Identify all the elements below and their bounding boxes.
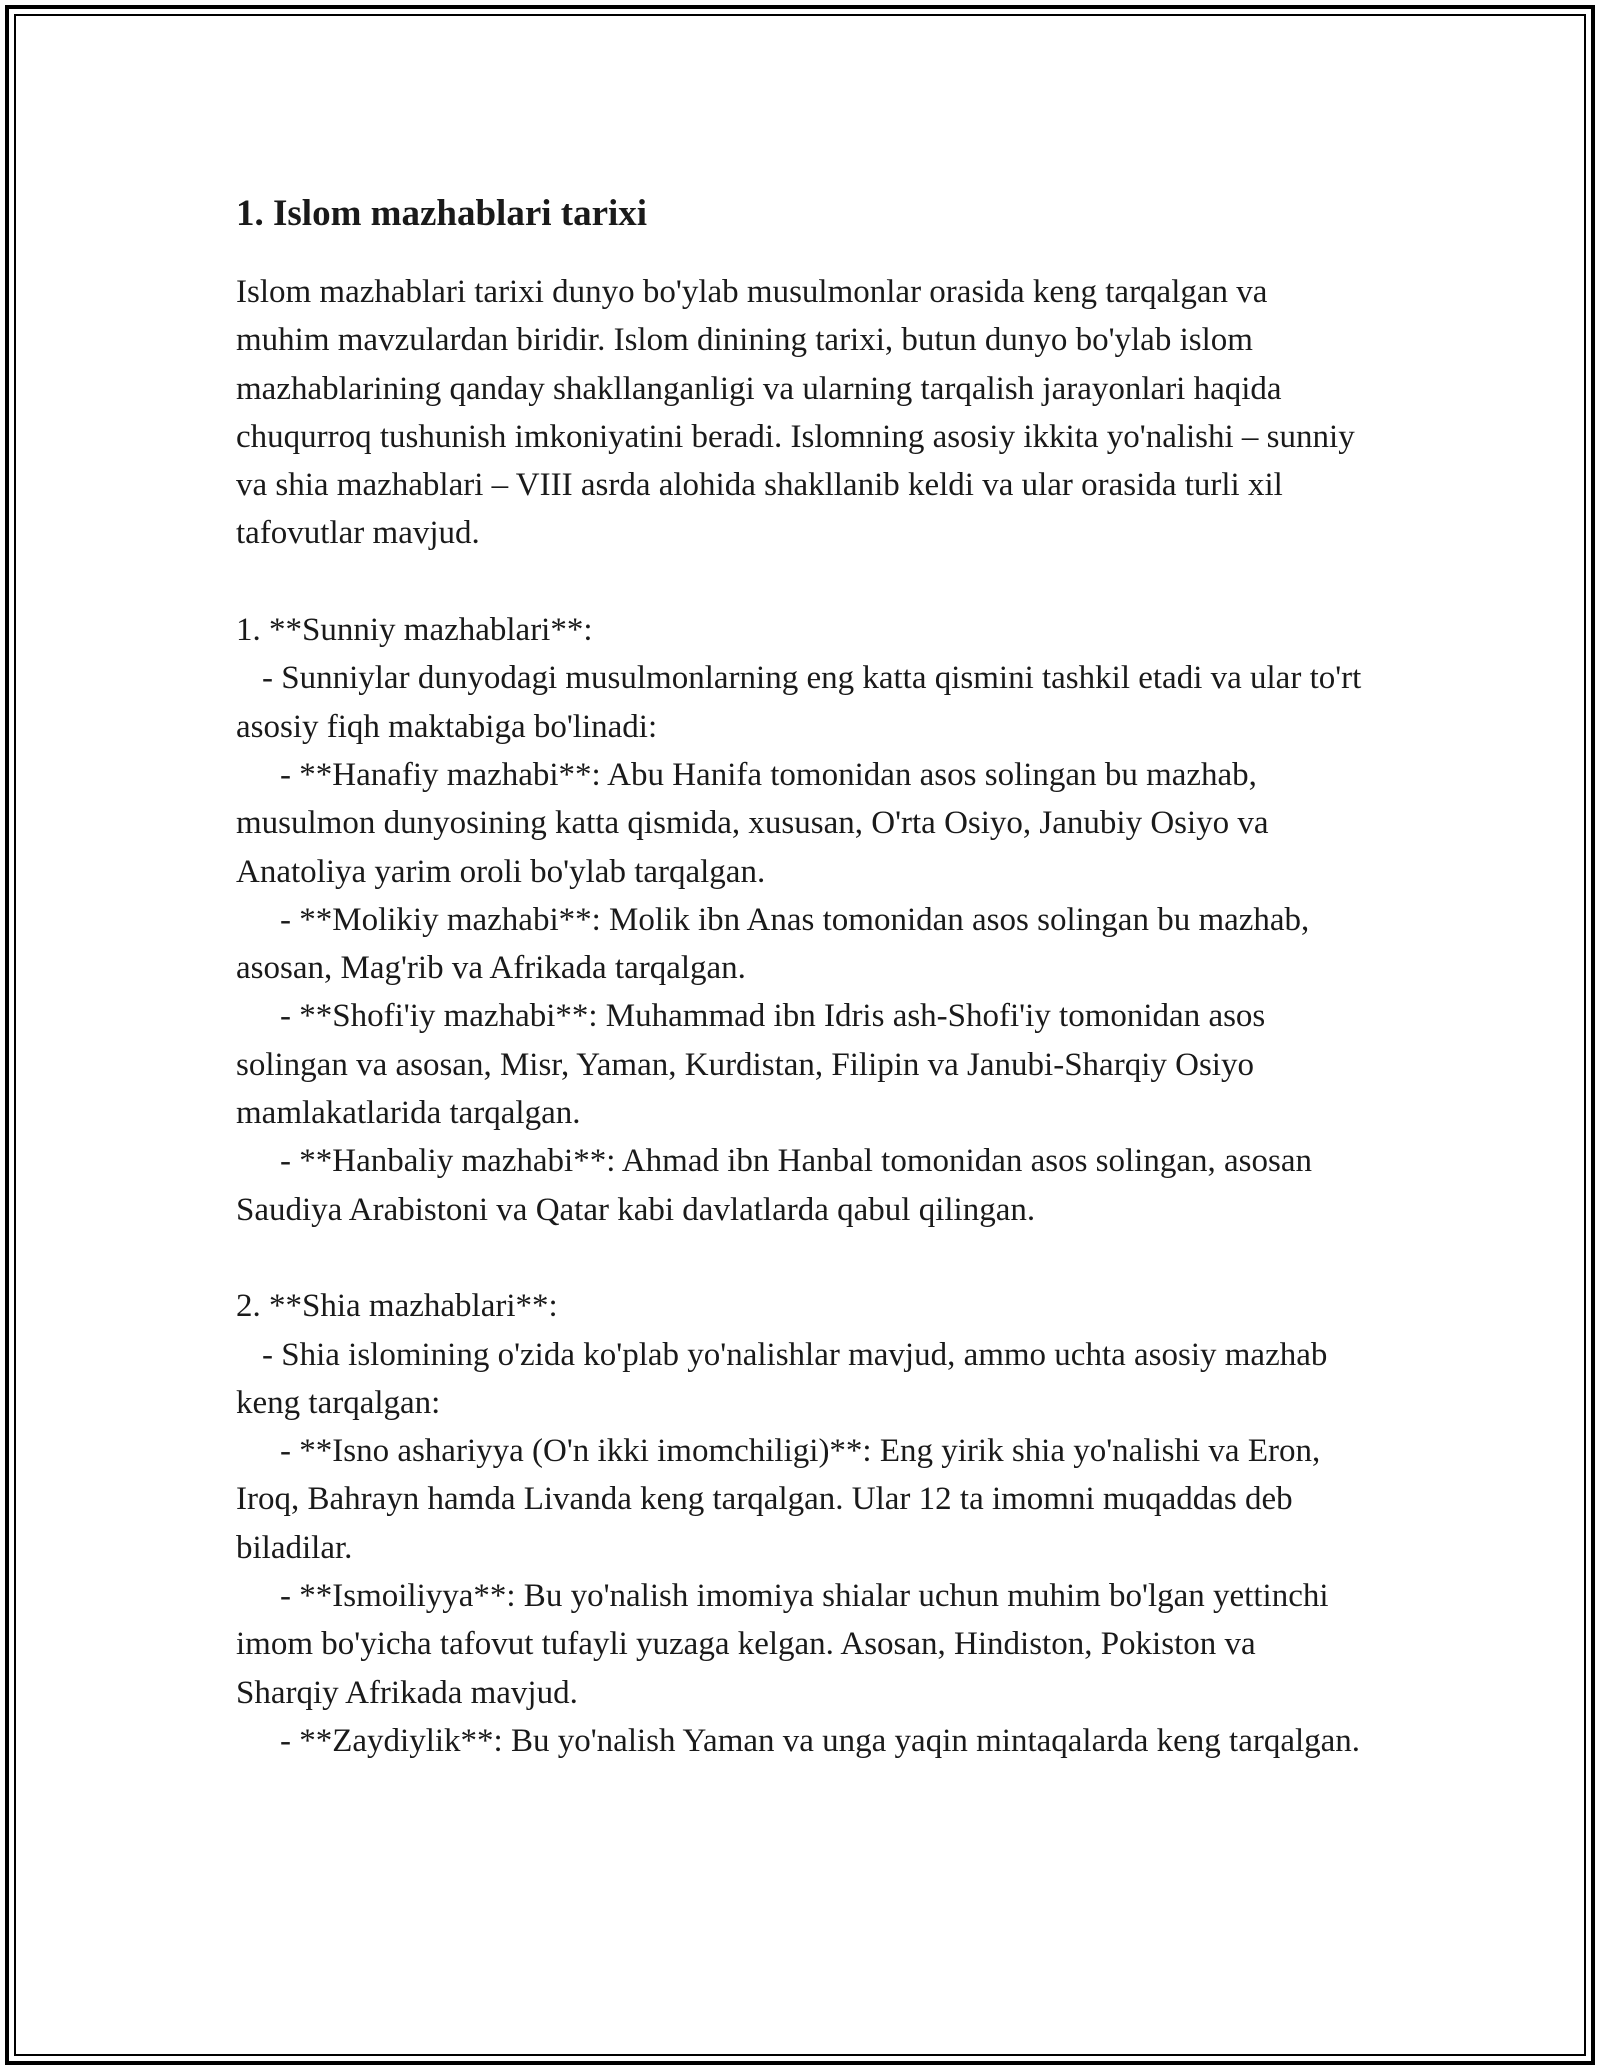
section-heading-sunniy: 1. **Sunniy mazhablari**: [236,612,593,649]
intro-paragraph: Islom mazhablari tarixi dunyo bo'ylab musulmonlar orasida keng tarqalgan va muhim mavzulardan biridir. Islom dinining tarixi, butun dunyo bo'ylab islom mazhablarining qanday shakllanganligi va ularning tarqalish jarayonlari haqida chuqurroq tushunish imkoniyatini beradi. Islomning asosiy ikkita yo'nalishi – sunniy va shia mazhablari – VIII asrda alohida shakllanib keldi va ular orasida turli xil tafovutlar mavjud. [236,274,1355,552]
section-summary-sunniy: - Sunniylar dunyodagi musulmonlarning eng katta qismini tashkil etadi va ular to'rt asosiy fiqh maktabiga bo'linadi: [236,660,1362,745]
list-item-hanafiy: - **Hanafiy mazhabi**: Abu Hanifa tomonidan asos solingan bu mazhab, musulmon dunyosining katta qismida, xususan, O'rta Osiyo, Janubiy Osiyo va Anatoliya yarim oroli bo'ylab tarqalgan. [236,756,1269,890]
section-heading-shia: 2. **Shia mazhablari**: [236,1288,558,1325]
list-item-ismoiliyya: - **Ismoiliyya**: Bu yo'nalish imomiya shialar uchun muhim bo'lgan yettinchi imom bo'yicha tafovut tufayli yuzaga kelgan. Asosan, Hindiston, Pokiston va Sharqiy Afrikada mavjud. [236,1578,1329,1711]
list-item-shofiiy: - **Shofi'iy mazhabi**: Muhammad ibn Idris ash-Shofi'iy tomonidan asos solingan va asosan, Misr, Yaman, Kurdistan, Filipin va Janubi-Sharqiy Osiyo mamlakatlarida tarqalgan. [236,998,1266,1132]
list-item-molikiy: - **Molikiy mazhabi**: Molik ibn Anas tomonidan asos solingan bu mazhab, asosan, Mag'rib va Afrikada tarqalgan. [236,901,1310,987]
paragraph-gap [236,558,1366,606]
list-item-zaydiylik: - **Zaydiylik**: Bu yo'nalish Yaman va unga yaqin mintaqalarda keng tarqalgan. [280,1722,1361,1759]
list-item-isno-ashariyya: - **Isno ashariyya (O'n ikki imomchiligi)**: Eng yirik shia yo'nalishi va Eron, Iroq, Bahrayn hamda Livanda keng tarqalgan. Ular 12 ta imomni muqaddas deb biladilar. [236,1433,1321,1566]
list-item-hanbaliy: - **Hanbaliy mazhabi**: Ahmad ibn Hanbal tomonidan asos solingan, asosan Saudiya Arabistoni va Qatar kabi davlatlarda qabul qilingan. [236,1143,1312,1228]
paragraph-gap [236,1234,1366,1282]
document-body [236,186,1366,1765]
section-summary-shia: - Shia islomining o'zida ko'plab yo'nalishlar mavjud, ammo uchta asosiy mazhab keng tarqalgan: [236,1336,1328,1421]
document-title: 1. Islom mazhablari tarixi [236,193,648,234]
